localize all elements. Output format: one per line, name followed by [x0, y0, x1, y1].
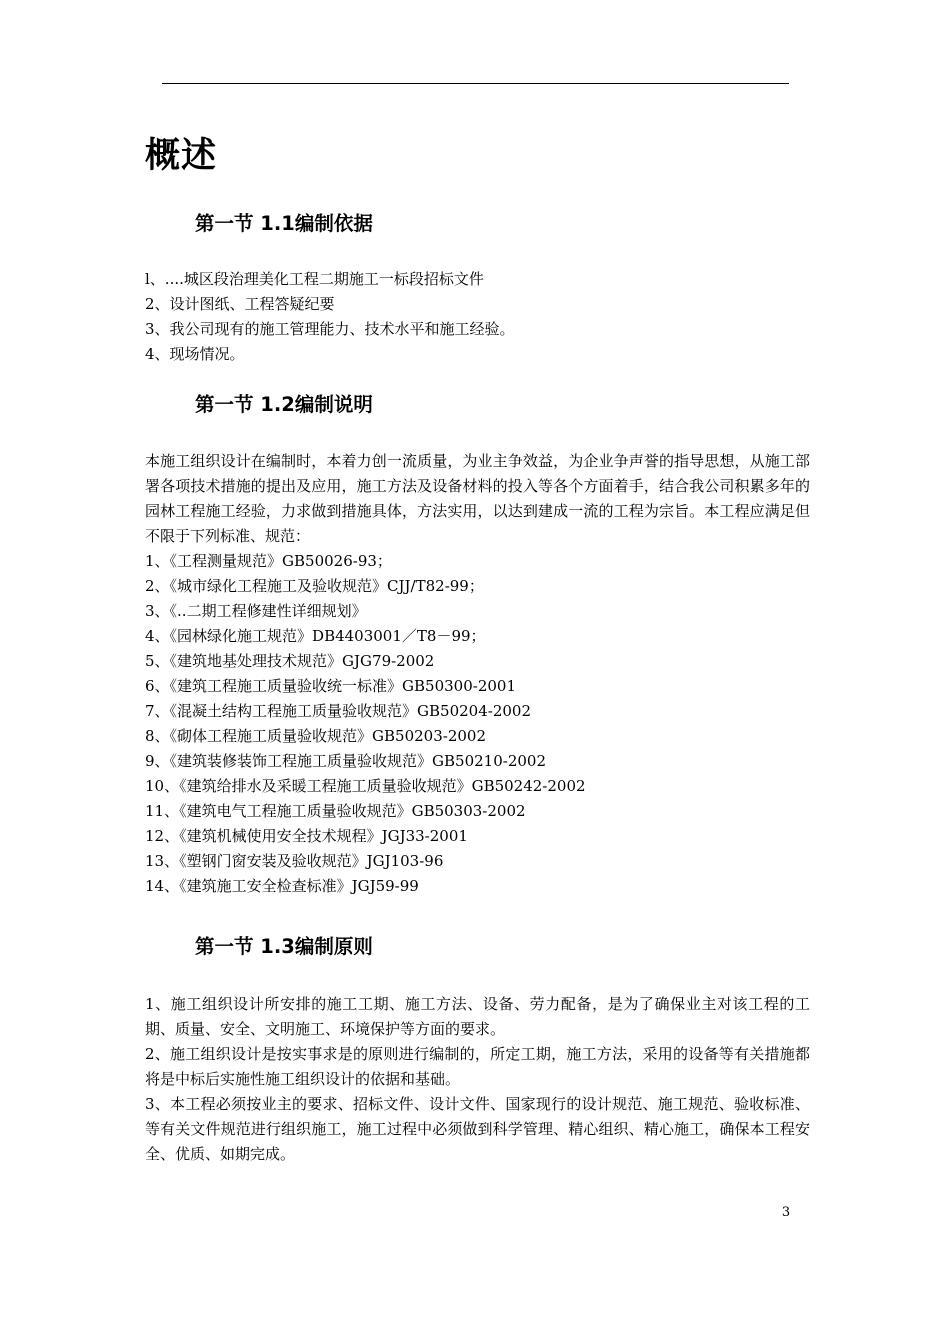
basis-list: [145, 267, 810, 367]
list-item: 11、《建筑电气工程施工质量验收规范》GB50303-2002: [145, 802, 526, 820]
page-number: 3: [781, 1205, 791, 1220]
principle-paragraph: 3、本工程必须按业主的要求、招标文件、设计文件、国家现行的设计规范、施工规范、验收标准、等有关文件规范进行组织施工，施工过程中必须做到科学管理、精心组织、精心施工，确保本工程安全、优质、如期完成。: [145, 1095, 810, 1163]
principles-list: [145, 992, 810, 1167]
list-item: 9、《建筑装修装饰工程施工质量验收规范》GB50210-2002: [145, 752, 547, 770]
list-item: 4、现场情况。: [145, 345, 245, 363]
list-item: 3、《..二期工程修建性详细规划》: [145, 602, 367, 620]
section-heading-1-3: 第一节 1.3编制原则: [195, 935, 373, 958]
list-item: 12、《建筑机械使用安全技术规程》JGJ33-2001: [145, 827, 468, 845]
list-item: 10、《建筑给排水及采暖工程施工质量验收规范》GB50242-2002: [145, 777, 586, 795]
page-body: [145, 130, 810, 1167]
list-item: 8、《砌体工程施工质量验收规范》GB50203-2002: [145, 727, 487, 745]
list-item: 3、我公司现有的施工管理能力、技术水平和施工经验。: [145, 320, 515, 338]
chapter-title: 概述: [145, 136, 218, 176]
description-paragraph: 本施工组织设计在编制时，本着力创一流质量，为业主争效益，为企业争声誉的指导思想，从施工部署各项技术措施的提出及应用，施工方法及设备材料的投入等各个方面着手，结合我公司积累多年的园林工程施工经验，力求做到措施具体，方法实用，以达到建成一流的工程为宗旨。本工程应满足但不限于下列标准、规范：: [145, 452, 810, 545]
list-item: 4、《园林绿化施工规范》DB4403001／T8－99；: [145, 627, 486, 645]
section-heading-1-1: 第一节 1.1编制依据: [195, 212, 373, 235]
list-item: 2、设计图纸、工程答疑纪要: [145, 295, 335, 313]
principle-paragraph: 2、施工组织设计是按实事求是的原则进行编制的，所定工期，施工方法，采用的设备等有关措施都将是中标后实施性施工组织设计的依据和基础。: [145, 1045, 810, 1088]
list-item: 14、《建筑施工安全检查标准》JGJ59-99: [145, 877, 419, 895]
list-item: 7、《混凝土结构工程施工质量验收规范》GB50204-2002: [145, 702, 532, 720]
list-item: 1、《工程测量规范》GB50026-93；: [145, 552, 392, 570]
list-item: 13、《塑钢门窗安装及验收规范》JGJ103-96: [145, 852, 444, 870]
principle-paragraph: 1、施工组织设计所安排的施工工期、施工方法、设备、劳力配备，是为了确保业主对该工程的工期、质量、安全、文明施工、环境保护等方面的要求。: [145, 995, 810, 1038]
list-item: l、....城区段治理美化工程二期施工一标段招标文件: [145, 270, 484, 288]
header-rule: [162, 83, 789, 84]
standards-list: [145, 549, 810, 899]
list-item: 2、《城市绿化工程施工及验收规范》CJJ/T82-99；: [145, 577, 484, 595]
list-item: 6、《建筑工程施工质量验收统一标准》GB50300-2001: [145, 677, 517, 695]
section-heading-1-2: 第一节 1.2编制说明: [195, 393, 373, 416]
list-item: 5、《建筑地基处理技术规范》GJG79-2002: [145, 652, 435, 670]
